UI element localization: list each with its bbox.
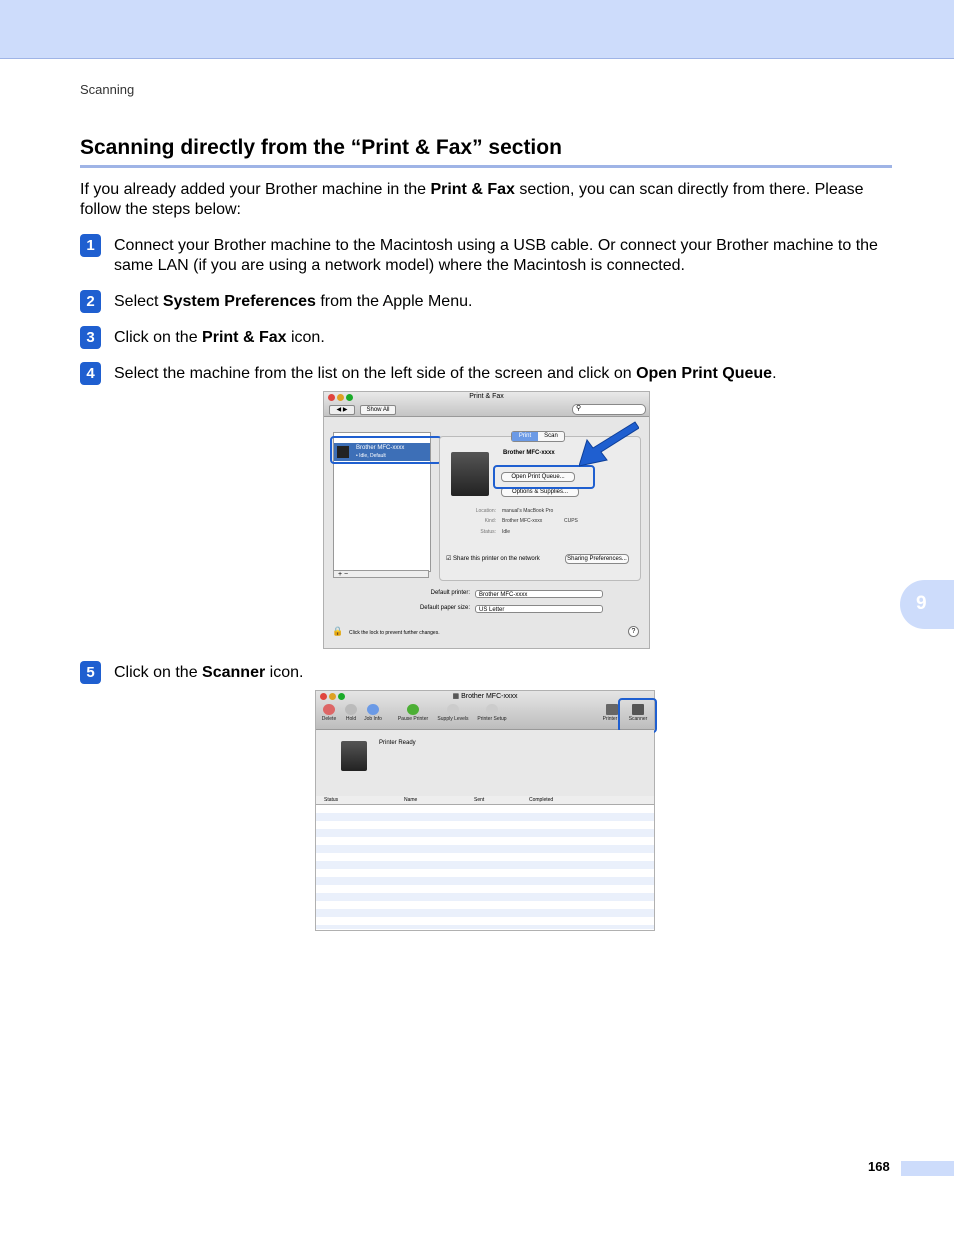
list-printer-status: • Idle, Default [356, 453, 386, 459]
section-title: Scanning directly from the “Print & Fax” section [80, 136, 562, 159]
list-printer-name: Brother MFC-xxxx [356, 445, 405, 451]
step-post: icon. [265, 664, 304, 681]
lock-text: Click the lock to prevent further changes. [349, 630, 440, 636]
lock-icon[interactable]: 🔒 [332, 626, 344, 636]
kind-label: Kind: [484, 518, 496, 524]
job-table-rows[interactable] [316, 805, 654, 929]
column-status[interactable]: Status [324, 797, 339, 803]
delete-button[interactable]: Delete [321, 716, 337, 722]
window-title: Print & Fax [469, 393, 504, 400]
step-number: 2 [80, 290, 101, 313]
share-label: Share this printer on the network [453, 556, 540, 562]
scanner-button[interactable]: Scanner [628, 716, 648, 722]
location-label: Location: [475, 508, 496, 514]
step-1 [80, 236, 892, 276]
step-bold: Print & Fax [202, 329, 287, 346]
step-number: 1 [80, 234, 101, 257]
kind-extra: CUPS [564, 518, 578, 524]
back-forward-buttons[interactable]: ◀ ▶ [329, 405, 355, 415]
queue-title-text: Brother MFC-xxxx [461, 693, 518, 700]
queue-window-title: ▦ Brother MFC-xxxx [452, 693, 518, 700]
intro-text: If you already added your Brother machine in the [80, 181, 431, 198]
magnifier-icon: ⚲ [576, 405, 582, 412]
delete-icon [323, 704, 335, 715]
page-number: 168 [868, 1159, 890, 1174]
column-completed[interactable]: Completed [529, 797, 554, 803]
arrow-icon [579, 418, 639, 468]
hold-button[interactable]: Hold [345, 716, 357, 722]
printer-image [341, 741, 367, 771]
print-queue-screenshot [315, 690, 655, 931]
step-number: 5 [80, 661, 101, 684]
kind-value: Brother MFC-xxxx [502, 518, 543, 524]
default-printer-select[interactable]: Brother MFC-xxxx [475, 590, 603, 598]
step-text [114, 292, 892, 312]
footer-bar [901, 1161, 954, 1176]
step-bold: System Preferences [162, 293, 316, 310]
info-icon [367, 704, 379, 715]
help-button[interactable]: ? [628, 626, 639, 637]
print-fax-screenshot [323, 391, 650, 649]
step-pre: Click on the [114, 664, 203, 681]
default-printer-label: Default printer: [430, 590, 470, 596]
add-remove-buttons[interactable]: + − [333, 570, 429, 578]
step-text [114, 663, 892, 683]
queue-toolbar [316, 691, 654, 730]
intro-paragraph [80, 180, 892, 220]
job-info-button[interactable]: Job Info [364, 716, 382, 722]
step-pre: Click on the [114, 329, 203, 346]
running-header: Scanning [80, 82, 135, 97]
tab-scan[interactable]: Scan [544, 433, 558, 439]
step-number: 4 [80, 362, 101, 385]
status-label: Status: [480, 529, 496, 535]
chapter-tab [900, 580, 954, 629]
location-value: manual's MacBook Pro [502, 508, 554, 514]
show-all-button[interactable]: Show All [360, 405, 396, 415]
highlight-scanner [618, 698, 657, 733]
window-titlebar [324, 392, 649, 417]
step-4 [80, 364, 892, 384]
step-pre: Connect your Brother machine to the Macintosh using a USB cable. Or connect your Brother machine to the same LAN (if you are using a network model) where the Macintosh is connected. [114, 237, 878, 274]
printer-setup-icon [486, 704, 498, 715]
pause-printer-button[interactable]: Pause Printer [397, 716, 429, 722]
supply-levels-button[interactable]: Supply Levels [437, 716, 469, 722]
step-post: icon. [286, 329, 325, 346]
sharing-preferences-button[interactable]: Sharing Preferences... [565, 554, 629, 564]
step-text [114, 328, 892, 348]
printer-tool-button[interactable]: Printer [602, 716, 618, 722]
options-supplies-button[interactable]: Options & Supplies... [501, 487, 579, 497]
step-post: from the Apple Menu. [315, 293, 473, 310]
step-5 [80, 663, 892, 683]
printer-status: Printer Ready [379, 740, 416, 746]
printer-icon [606, 704, 618, 715]
step-2 [80, 292, 892, 312]
step-text [114, 236, 892, 276]
paper-size-label: Default paper size: [419, 605, 470, 611]
pause-icon [407, 704, 419, 715]
status-value: Idle [502, 529, 511, 535]
printer-setup-button[interactable]: Printer Setup [477, 716, 507, 722]
hold-icon [345, 704, 357, 715]
printer-name: Brother MFC-xxxx [503, 450, 555, 456]
title-rule [80, 165, 892, 168]
intro-bold: Print & Fax [430, 181, 515, 198]
paper-size-select[interactable]: US Letter [475, 605, 603, 613]
step-post: . [772, 365, 777, 382]
open-print-queue-button[interactable]: Open Print Queue... [501, 472, 575, 482]
search-field[interactable] [572, 404, 646, 415]
intro-text-end: section, you can scan directly from there. Please follow the steps below: [80, 181, 864, 218]
step-bold: Open Print Queue [636, 365, 773, 382]
step-pre: Select [114, 293, 163, 310]
header-band [0, 0, 954, 59]
job-table-header [316, 796, 654, 805]
printer-image [451, 452, 489, 496]
step-pre: Select the machine from the list on the left side of the screen and click on [114, 365, 637, 382]
chapter-number: 9 [916, 593, 927, 614]
column-sent[interactable]: Sent [474, 797, 485, 803]
highlight-open-queue [493, 465, 595, 489]
step-bold: Scanner [202, 664, 266, 681]
step-number: 3 [80, 326, 101, 349]
column-name[interactable]: Name [404, 797, 418, 803]
tab-print[interactable]: Print [512, 432, 538, 441]
print-scan-segmented[interactable] [511, 431, 565, 442]
step-text [114, 364, 892, 384]
supply-levels-icon [447, 704, 459, 715]
share-checkbox[interactable]: ☑ Share this printer on the network [446, 556, 540, 562]
highlight-printer-list [330, 436, 442, 464]
step-3 [80, 328, 892, 348]
